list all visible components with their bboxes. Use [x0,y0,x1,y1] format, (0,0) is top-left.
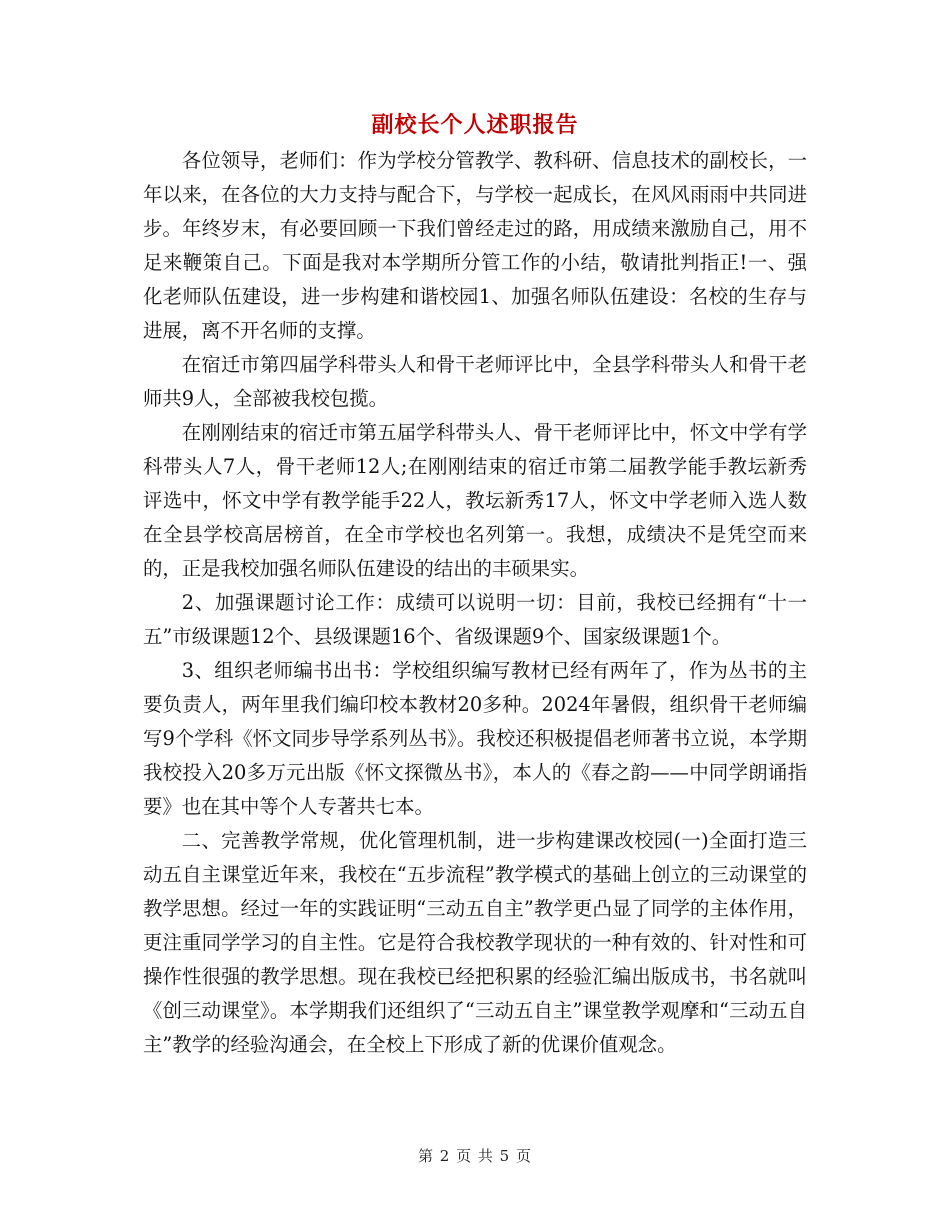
paragraph-4: 2、加强课题讨论工作：成绩可以说明一切：目前，我校已经拥有“十一五”市级课题12个、县级课题16个、省级课题9个、国家级课题1个。 [143,591,807,648]
paragraph-5: 3、组织老师编书出书：学校组织编写教材已经有两年了，作为丛书的主要负责人，两年里我们编印校本教材20多种。2024年暑假，组织骨干老师编写9个学科《怀文同步导学系列丛书》。我校还积极提倡老师著书立说，本学期我校投入20多万元出版《怀文探微丛书》，本人的《春之韵——中同学朗诵指要》也在其中等个人专著共七本。 [143,659,807,818]
paragraph-6: 二、完善教学常规，优化管理机制，进一步构建课改校园(一)全面打造三动五自主课堂近年来，我校在“五步流程”教学模式的基础上创立的三动课堂的教学思想。经过一年的实践证明“三动五自主”教学更凸显了同学的主体作用，更注重同学学习的自主性。它是符合我校教学现状的一种有效的、针对性和可操作性很强的教学思想。现在我校已经把积累的经验汇编出版成书，书名就叫《创三动课堂》。本学期我们还组织了“三动五自主”课堂教学观摩和“三动五自主”教学的经验沟通会，在全校上下形成了新的优课价值观念。 [143,829,807,1056]
paragraph-2: 在宿迁市第四届学科带头人和骨干老师评比中，全县学科带头人和骨干老师共9人，全部被我校包揽。 [143,353,807,410]
paragraph-1: 各位领导，老师们：作为学校分管教学、教科研、信息技术的副校长，一年以来，在各位的大力支持与配合下，与学校一起成长，在风风雨雨中共同进步。年终岁末，有必要回顾一下我们曾经走过的路，用成绩来激励自己，用不足来鞭策自己。下面是我对本学期所分管工作的小结，敬请批判指正!一、强化老师队伍建设，进一步构建和谐校园1、加强名师队伍建设：名校的生存与进展，离不开名师的支撑。 [143,149,807,342]
paragraph-3: 在刚刚结束的宿迁市第五届学科带头人、骨干老师评比中，怀文中学有学科带头人7人，骨干老师12人;在刚刚结束的宿迁市第二届教学能手教坛新秀评选中，怀文中学有教学能手22人，教坛新秀17人，怀文中学老师入选人数在全县学校高居榜首，在全市学校也名列第一。我想，成绩决不是凭空而来的，正是我校加强名师队伍建设的结出的丰硕果实。 [143,421,807,580]
page-number-footer: 第 2 页 共 5 页 [418,1147,532,1165]
page-title: 副校长个人述职报告 [371,112,579,138]
document-body [143,144,807,1062]
